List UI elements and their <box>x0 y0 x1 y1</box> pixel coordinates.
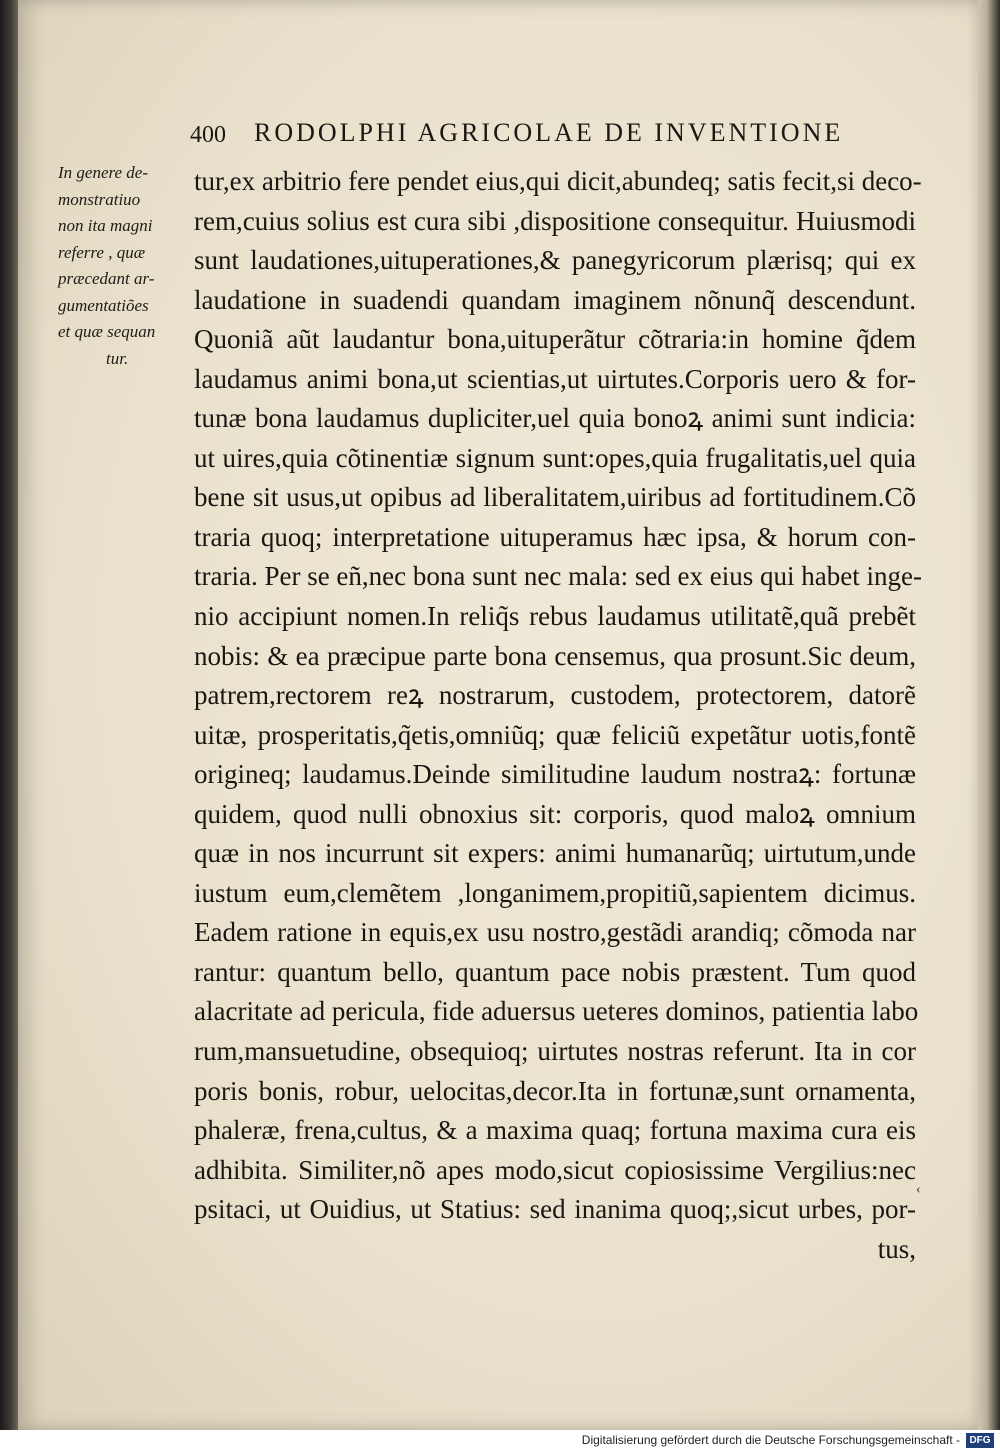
running-title: RODOLPHI AGRICOLAE DE INVENTIONE <box>254 118 844 147</box>
marginal-note-line: In genere de- <box>58 163 148 182</box>
marginal-note-line: non ita magni <box>58 216 153 235</box>
text-line: ut uires,quia cõtinentiæ signum sunt:opes,quia frugalitatis,uel quia <box>194 442 916 473</box>
text-line: patrem,rectorem reꝝ nostrarum, custodem, protectorem, datorẽ <box>194 680 916 711</box>
text-line: rum,mansuetudine, obsequioq; uirtutes nostras referunt. Ita in cor <box>194 1036 916 1067</box>
running-head <box>190 118 880 152</box>
text-line: rem,cuius solius est cura sibi ,dispositione consequitur. Huiusmodi <box>194 205 916 236</box>
text-line: rantur: quantum bello, quantum pace nobis præstent. Tum quod <box>194 956 916 987</box>
text-line: phaleræ, frena,cultus, & a maxima quaq; fortuna maxima cura eis <box>194 1115 916 1146</box>
text-line: nio accipiunt nomen.In reliq̃s rebus laudamus utilitatẽ,quã prebẽt <box>194 601 916 632</box>
book-binding-edge <box>0 0 18 1452</box>
page-number: 400 <box>190 122 226 148</box>
page-fore-edge <box>978 0 1000 1430</box>
text-line: tur,ex arbitrio fere pendet eius,qui dicit,abundeq; satis fecit,si deco- <box>194 166 922 196</box>
text-line: quæ in nos incurrunt sit expers: animi humanarũq; uirtutum,unde <box>194 838 916 869</box>
text-line: origineq; laudamus.Deinde similitudine laudum nostraꝝ: fortunæ <box>194 759 916 790</box>
text-line: laudatione in suadendi quandam imaginem nõnunq̃ descendunt. <box>194 284 916 315</box>
marginal-note-line: gumentatiões <box>58 295 149 315</box>
text-line: alacritate ad pericula, fide aduersus ueteres dominos, patientia labo <box>194 996 919 1027</box>
text-line: nobis: & ea præcipue parte bona censemus, qua prosunt.Sic deum, <box>194 640 916 671</box>
ink-mark: ‹ <box>916 1182 921 1197</box>
dfg-logo: DFG <box>966 1433 994 1448</box>
text-line: laudamus animi bona,ut scientias,ut uirtutes.Corporis uero & for- <box>194 363 916 394</box>
text-line: iustum eum,clemẽtem ,longanimem,propitiũ,sapientem dicimus. <box>194 877 916 908</box>
text-line: Quoniã aũt laudantur bona,uituperãtur cõtraria:in homine q̃dem <box>194 324 916 355</box>
main-text-block <box>194 162 922 1269</box>
text-line: poris bonis, robur, uelocitas,decor.Ita in fortunæ,sunt ornamenta, <box>194 1075 916 1106</box>
marginal-note-line: tur. <box>106 348 129 368</box>
digitization-footer <box>0 1430 1000 1452</box>
text-line: quidem, quod nulli obnoxius sit: corporis, quod maloꝝ omnium <box>194 798 916 829</box>
text-line: traria. Per se eñ,nec bona sunt nec mala: sed ex eius qui habet inge- <box>194 561 922 592</box>
marginal-note-line: præcedant ar- <box>58 269 155 288</box>
text-line: bene sit usus,ut opibus ad liberalitatem,uiribus ad fortitudinem.Cõ <box>194 482 916 513</box>
marginal-note-line: et quæ sequan <box>58 322 156 341</box>
text-line: traria quoq; interpretatione uituperamus hæc ipsa, & horum con- <box>194 521 916 552</box>
marginal-note-line: referre , quæ <box>58 242 146 262</box>
marginal-note <box>58 160 190 372</box>
text-line: adhibita. Similiter,nõ apes modo,sicut copiosissime Vergilius:nec <box>194 1154 916 1185</box>
text-line: tunæ bona laudamus dupliciter,uel quia bonoꝝ animi sunt indicia: <box>194 403 916 434</box>
text-line: sunt laudationes,uituperationes,& panegyricorum plærisq; qui ex <box>194 245 916 276</box>
text-line: uitæ, prosperitatis,q̃etis,omniũq; quæ feliciũ expetãtur uotis,fontẽ <box>194 719 916 750</box>
text-line: Eadem ratione in equis,ex usu nostro,gestãdi arandiq; cõmoda nar <box>194 917 916 948</box>
marginal-note-line: monstratiuo <box>58 189 141 209</box>
text-line: psitaci, ut Ouidius, ut Statius: sed inanima quoq;,sicut urbes, por- <box>194 1194 916 1225</box>
catchword: tus, <box>877 1233 916 1264</box>
funding-credit: Digitalisierung gefördert durch die Deutsche Forschungsgemeinschaft - <box>581 1433 960 1447</box>
